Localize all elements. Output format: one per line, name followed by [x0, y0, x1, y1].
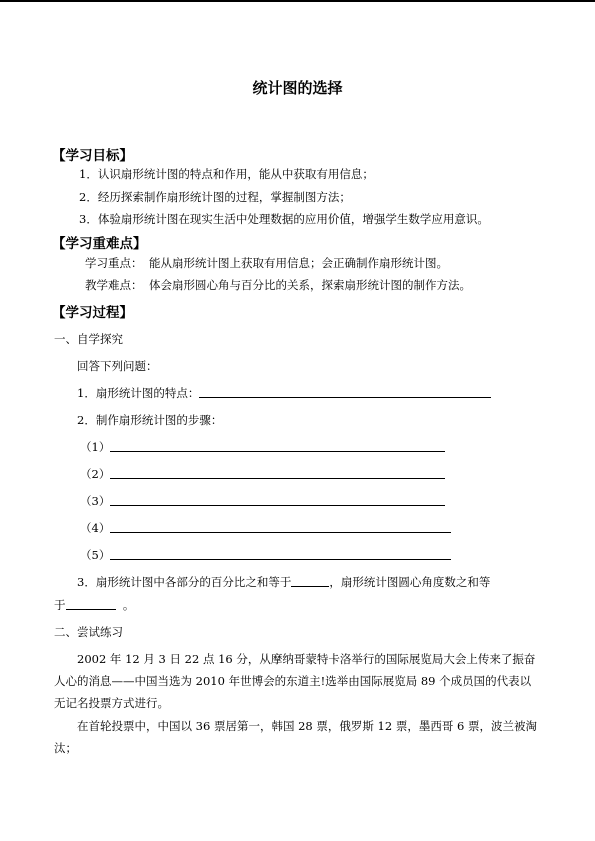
step-4-label: （4）: [80, 521, 111, 535]
step-3-blank[interactable]: [110, 493, 445, 506]
step-2: [80, 466, 445, 482]
keypoints-heading: 【学习重难点】: [52, 236, 147, 252]
angle-sum-blank[interactable]: [66, 597, 116, 610]
paragraph-2-line-1: 在首轮投票中，中国以 36 票居第一，韩国 28 票，俄罗斯 12 票，墨西哥 6 票，波兰被淘: [77, 719, 537, 733]
step-4-blank[interactable]: [110, 520, 451, 533]
question-2: 2．制作扇形统计图的步骤：: [77, 413, 223, 427]
difficulty-label: 教学难点：: [85, 278, 143, 292]
step-3: [80, 493, 445, 509]
focus-text: 能从扇形统计图上获取有用信息；会正确制作扇形统计图。: [149, 256, 448, 270]
question-1-label: 1．扇形统计图的特点：: [77, 386, 200, 400]
paragraph-1-line-1: 2002 年 12 月 3 日 22 点 16 分，从摩纳哥蒙特卡洛举行的国际展览局大会上传来了振奋: [77, 652, 536, 666]
difficulty-text: 体会扇形圆心角与百分比的关系，探索扇形统计图的制作方法。: [149, 278, 471, 292]
part1-title: 一、自学探究: [54, 332, 123, 346]
process-heading: 【学习过程】: [52, 305, 133, 321]
goal-item-3: 3．体验扇形统计图在现实生活中处理数据的应用价值，增强学生数学应用意识。: [79, 212, 489, 226]
paragraph-2-line-2: 汰；: [54, 741, 77, 755]
step-5-label: （5）: [80, 548, 111, 562]
paragraph-1-line-2: 人心的消息——中国当选为 2010 年世博会的东道主!选举由国际展览局 89 个成员国的代表以: [54, 674, 532, 688]
part2-title: 二、尝试练习: [54, 625, 123, 639]
question-3: [77, 574, 490, 590]
step-5-blank[interactable]: [110, 547, 451, 560]
percent-sum-blank[interactable]: [291, 574, 329, 587]
step-3-label: （3）: [80, 494, 111, 508]
question-3-text-c: 于: [54, 598, 66, 612]
answer-blank-1[interactable]: [199, 385, 491, 398]
page-top-rule: [0, 0, 595, 2]
question-1: [77, 385, 491, 401]
question-3-text-a: 3．扇形统计图中各部分的百分比之和等于: [77, 575, 292, 589]
step-1-label: （1）: [80, 440, 111, 454]
question-3-text-b: ，扇形统计图圆心角度数之和等: [329, 575, 491, 589]
question-3-text-d: 。: [122, 598, 135, 612]
goal-item-2: 2．经历探索制作扇形统计图的过程，掌握制图方法；: [79, 190, 351, 204]
intro-text: 回答下列问题：: [77, 359, 158, 373]
focus-label: 学习重点：: [85, 256, 143, 270]
goals-heading: 【学习目标】: [52, 148, 133, 164]
paragraph-1-line-3: 无记名投票方式进行。: [54, 696, 169, 710]
step-2-label: （2）: [80, 467, 111, 481]
step-5: [80, 547, 451, 563]
step-1-blank[interactable]: [110, 439, 445, 452]
question-3-cont: [54, 597, 134, 613]
goal-item-1: 1．认识扇形统计图的特点和作用，能从中获取有用信息；: [79, 167, 374, 181]
step-1: [80, 439, 445, 455]
step-4: [80, 520, 451, 536]
page-title: 统计图的选择: [252, 79, 343, 97]
step-2-blank[interactable]: [110, 466, 445, 479]
